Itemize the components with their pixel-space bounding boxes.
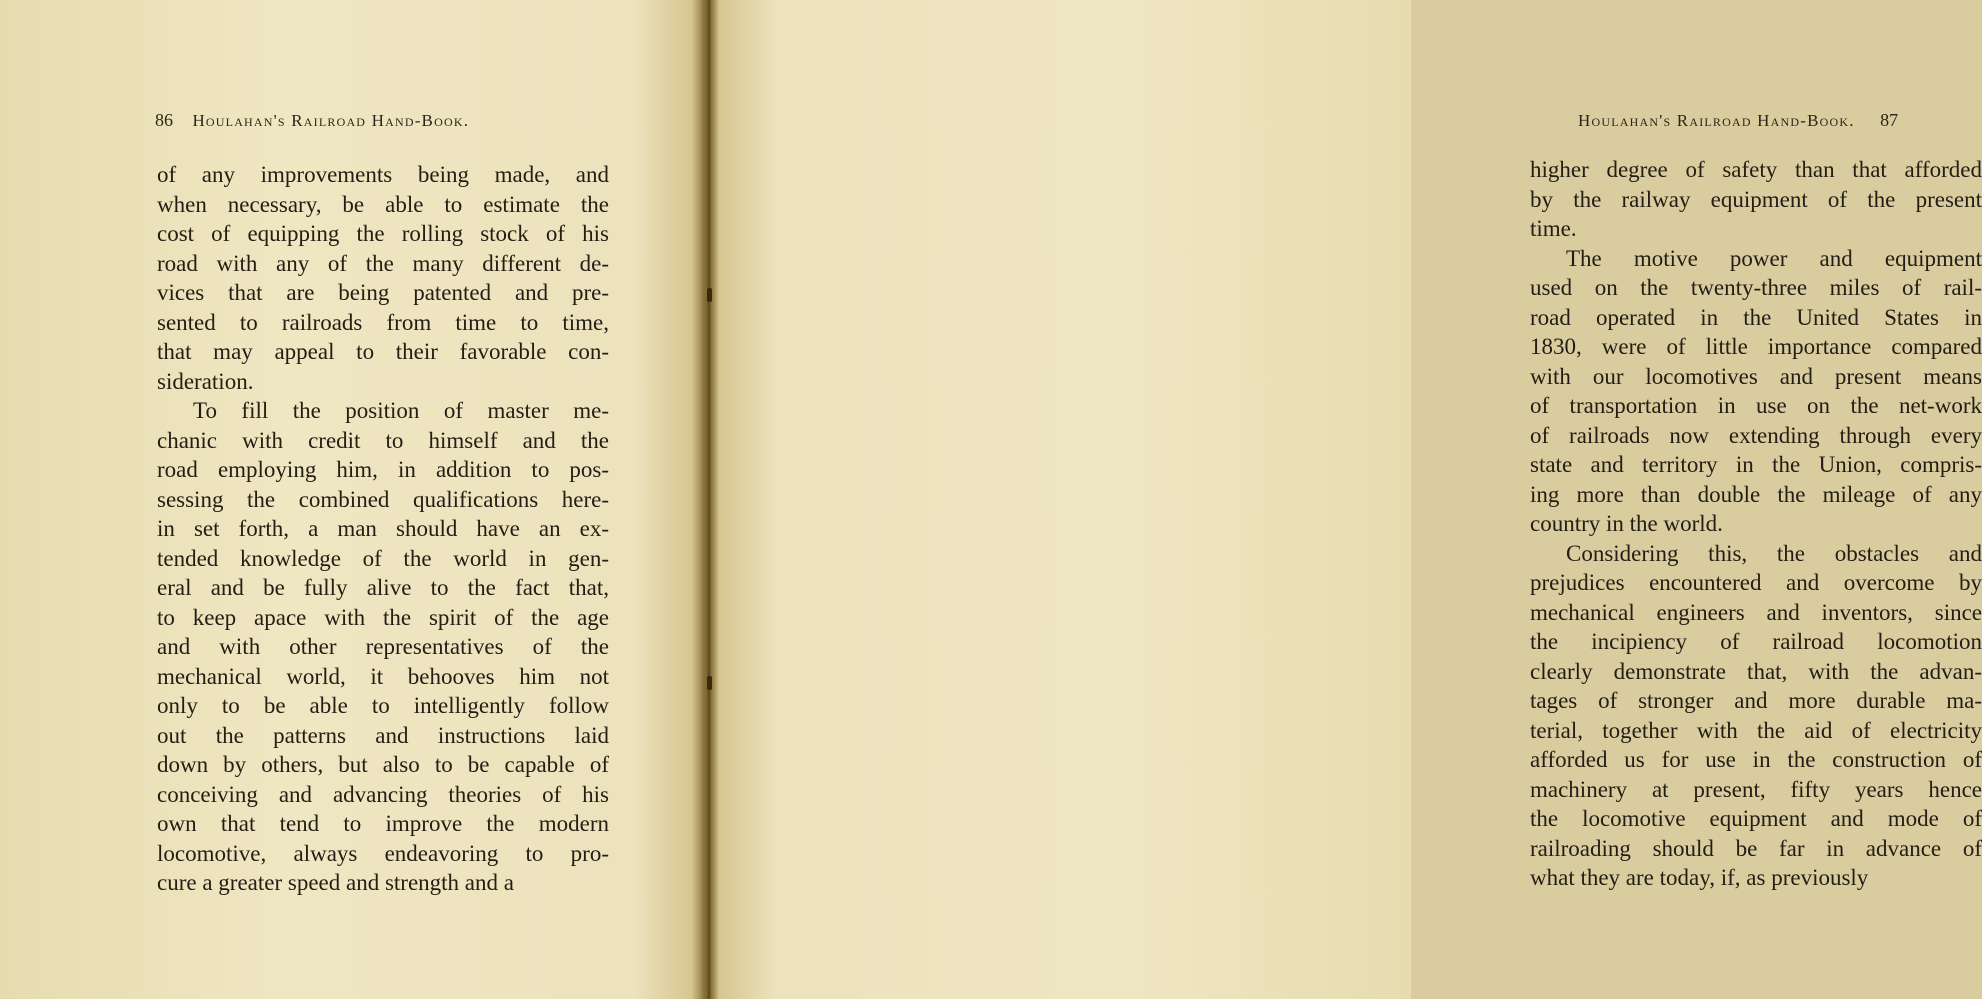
text-line: to keep apace with the spirit of the age	[157, 604, 609, 630]
right-page	[706, 0, 1982, 999]
text-line: with our locomotives and present means	[1530, 363, 1982, 389]
text-line: sented to railroads from time to time,	[157, 309, 609, 335]
text-line: To fill the position of master me-	[193, 398, 609, 423]
text-line: used on the twenty-three miles of rail-	[1530, 275, 1982, 300]
left-page-header	[155, 110, 469, 134]
text-line: clearly demonstrate that, with the advan-	[1530, 658, 1982, 684]
text-line: tended knowledge of the world in gen-	[157, 545, 609, 571]
text-line: conceiving and advancing theories of his	[157, 781, 609, 807]
text-line: time.	[1530, 216, 1577, 241]
left-page-text	[157, 160, 609, 898]
text-line: the locomotive equipment and mode of	[1530, 806, 1982, 831]
text-line: mechanical engineers and inventors, since	[1530, 599, 1982, 625]
right-page-header	[1578, 110, 1898, 134]
text-line: out the patterns and instructions laid	[157, 722, 609, 748]
text-line: locomotive, always endeavoring to pro-	[157, 840, 609, 866]
text-line: what they are today, if, as previously	[1530, 865, 1869, 890]
right-page-number: 87	[1880, 110, 1899, 130]
text-line: higher degree of safety than that afforded	[1530, 157, 1982, 182]
text-line: in set forth, a man should have an ex-	[157, 516, 609, 541]
text-line: country in the world.	[1530, 511, 1723, 536]
text-line: cost of equipping the rolling stock of his	[157, 221, 609, 246]
left-page	[0, 0, 705, 999]
text-line: of any improvements being made, and	[157, 162, 609, 187]
text-line: of railroads now extending through every	[1530, 422, 1982, 448]
text-line: road with any of the many different de-	[157, 250, 609, 276]
text-line: state and territory in the Union, compris-	[1530, 452, 1982, 477]
text-line: down by others, but also to be capable of	[157, 752, 609, 777]
text-line: the incipiency of railroad locomotion	[1530, 629, 1982, 654]
text-line: railroading should be far in advance of	[1530, 835, 1982, 861]
text-line: machinery at present, fifty years hence	[1530, 776, 1982, 802]
left-page-number: 86	[155, 110, 173, 130]
text-line: sideration.	[157, 368, 254, 394]
text-line: and with other representatives of the	[157, 634, 609, 659]
text-line: of transportation in use on the net-work	[1530, 393, 1982, 418]
text-line: Considering this, the obstacles and	[1566, 540, 1982, 566]
text-line: cure a greater speed and strength and a	[157, 870, 514, 895]
text-line: road employing him, in addition to pos-	[157, 457, 609, 482]
text-line: tages of stronger and more durable ma-	[1530, 688, 1982, 713]
text-line: afforded us for use in the construction of	[1530, 747, 1982, 772]
text-line: chanic with credit to himself and the	[157, 427, 609, 453]
text-line: prejudices encountered and overcome by	[1530, 570, 1982, 595]
left-running-title: Houlahan's Railroad Hand-Book.	[192, 111, 470, 130]
text-line: eral and be fully alive to the fact that,	[157, 575, 609, 600]
text-line: mechanical world, it behooves him not	[157, 663, 609, 689]
text-line: The motive power and equipment	[1566, 245, 1982, 271]
right-running-title: Houlahan's Railroad Hand-Book.	[1578, 111, 1855, 130]
right-page-text	[1530, 155, 1982, 893]
text-line: only to be able to intelligently follow	[157, 693, 609, 718]
text-line: vices that are being patented and pre-	[157, 280, 609, 305]
text-line: terial, together with the aid of electricity	[1530, 717, 1982, 743]
text-line: when necessary, be able to estimate the	[157, 191, 609, 217]
text-line: own that tend to improve the modern	[157, 811, 609, 836]
text-line: that may appeal to their favorable con-	[157, 339, 609, 364]
text-line: sessing the combined qualifications here-	[157, 486, 609, 512]
text-line: ing more than double the mileage of any	[1530, 481, 1982, 507]
text-line: road operated in the United States in	[1530, 304, 1982, 330]
text-line: 1830, were of little importance compared	[1530, 334, 1982, 359]
text-line: by the railway equipment of the present	[1530, 186, 1982, 212]
